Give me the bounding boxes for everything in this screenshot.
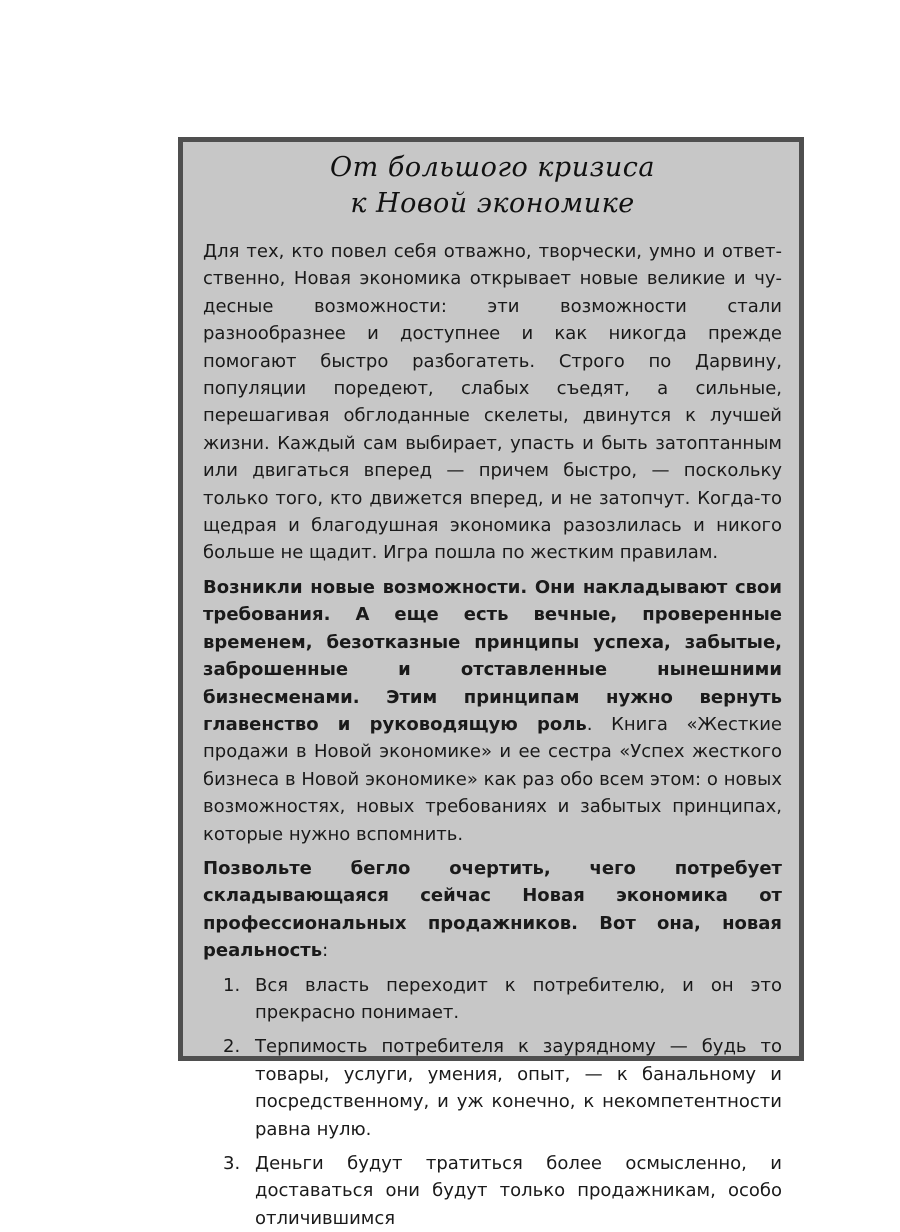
list-item xyxy=(203,1033,782,1143)
paragraph-2-bold: Возникли новые возможности. Они накладывают свои требования. А еще есть вечные, проверенные временем, безотказные принципы успеха, забытые, заброшенные и отставленные нынешними бизнесменами. Этим принципам нужно вернуть главенство и руководящую роль xyxy=(203,576,782,735)
list-item xyxy=(203,1150,782,1232)
paragraph-3-rest: : xyxy=(322,940,329,962)
paragraph-1: Для тех, кто повел себя отважно, творчески, умно и ответственно, Новая экономика открывает новые великие и чудесные возможности: эти возможности стали разнообразнее и доступнее и как никогда прежде помогают быстро разбогатеть. Строго по Дарвину, популяции поредеют, слабых съедят, а сильные, перешагивая обглоданные скелеты, двинутся к лучшей жизни. Каждый сам выбирает, упасть и быть затоптанным или двигаться вперед — причем быстро, — поскольку только того, кто движется вперед, и не затопчут. Когда-то щедрая и благодушная экономика разозлилась и никого больше не щадит. Игра пошла по жестким правилам. xyxy=(203,241,782,564)
title-line-1: От большого кризиса xyxy=(330,152,655,183)
sidebar-box xyxy=(178,137,804,1229)
paragraph-2-rest: . Книга «Жесткие продажи в Новой экономике» и ее сестра «Успех жесткого бизнеса в Новой экономике» как раз обо всем этом: о новых возможностях, новых требованиях и забытых принципах, которые нужно вспомнить. xyxy=(203,713,783,845)
list-item-text: Терпимость потребителя к заурядному — будь то товары, услуги, умения, опыт, — к банальному и посредственному, и уж конечно, к некомпетентности равна нулю. xyxy=(255,1036,782,1140)
list-item-text: Деньги будут тратиться более осмысленно, и доставаться они будут только продажникам, особо отличившимся xyxy=(255,1153,782,1229)
list-item-number: 2. xyxy=(223,1036,241,1058)
sidebar-heading xyxy=(203,150,782,222)
list-item-text: Вся власть переходит к потребителю, и он это прекрасно понимает. xyxy=(255,974,782,1023)
list-item-number: 3. xyxy=(223,1153,241,1174)
title-line-2: к Новой экономике xyxy=(350,188,635,219)
list-item-number: 1. xyxy=(223,974,241,996)
sidebar-title xyxy=(203,150,782,222)
paragraph-3-bold: Позвольте бегло очертить, чего потребует складывающаяся сейчас Новая экономика от профессиональных продажников. Вот она, новая реальность xyxy=(203,857,782,962)
paragraph-2 xyxy=(203,574,782,848)
paragraph-3 xyxy=(203,855,782,965)
list-item xyxy=(203,972,782,1027)
numbered-list xyxy=(203,972,782,1232)
